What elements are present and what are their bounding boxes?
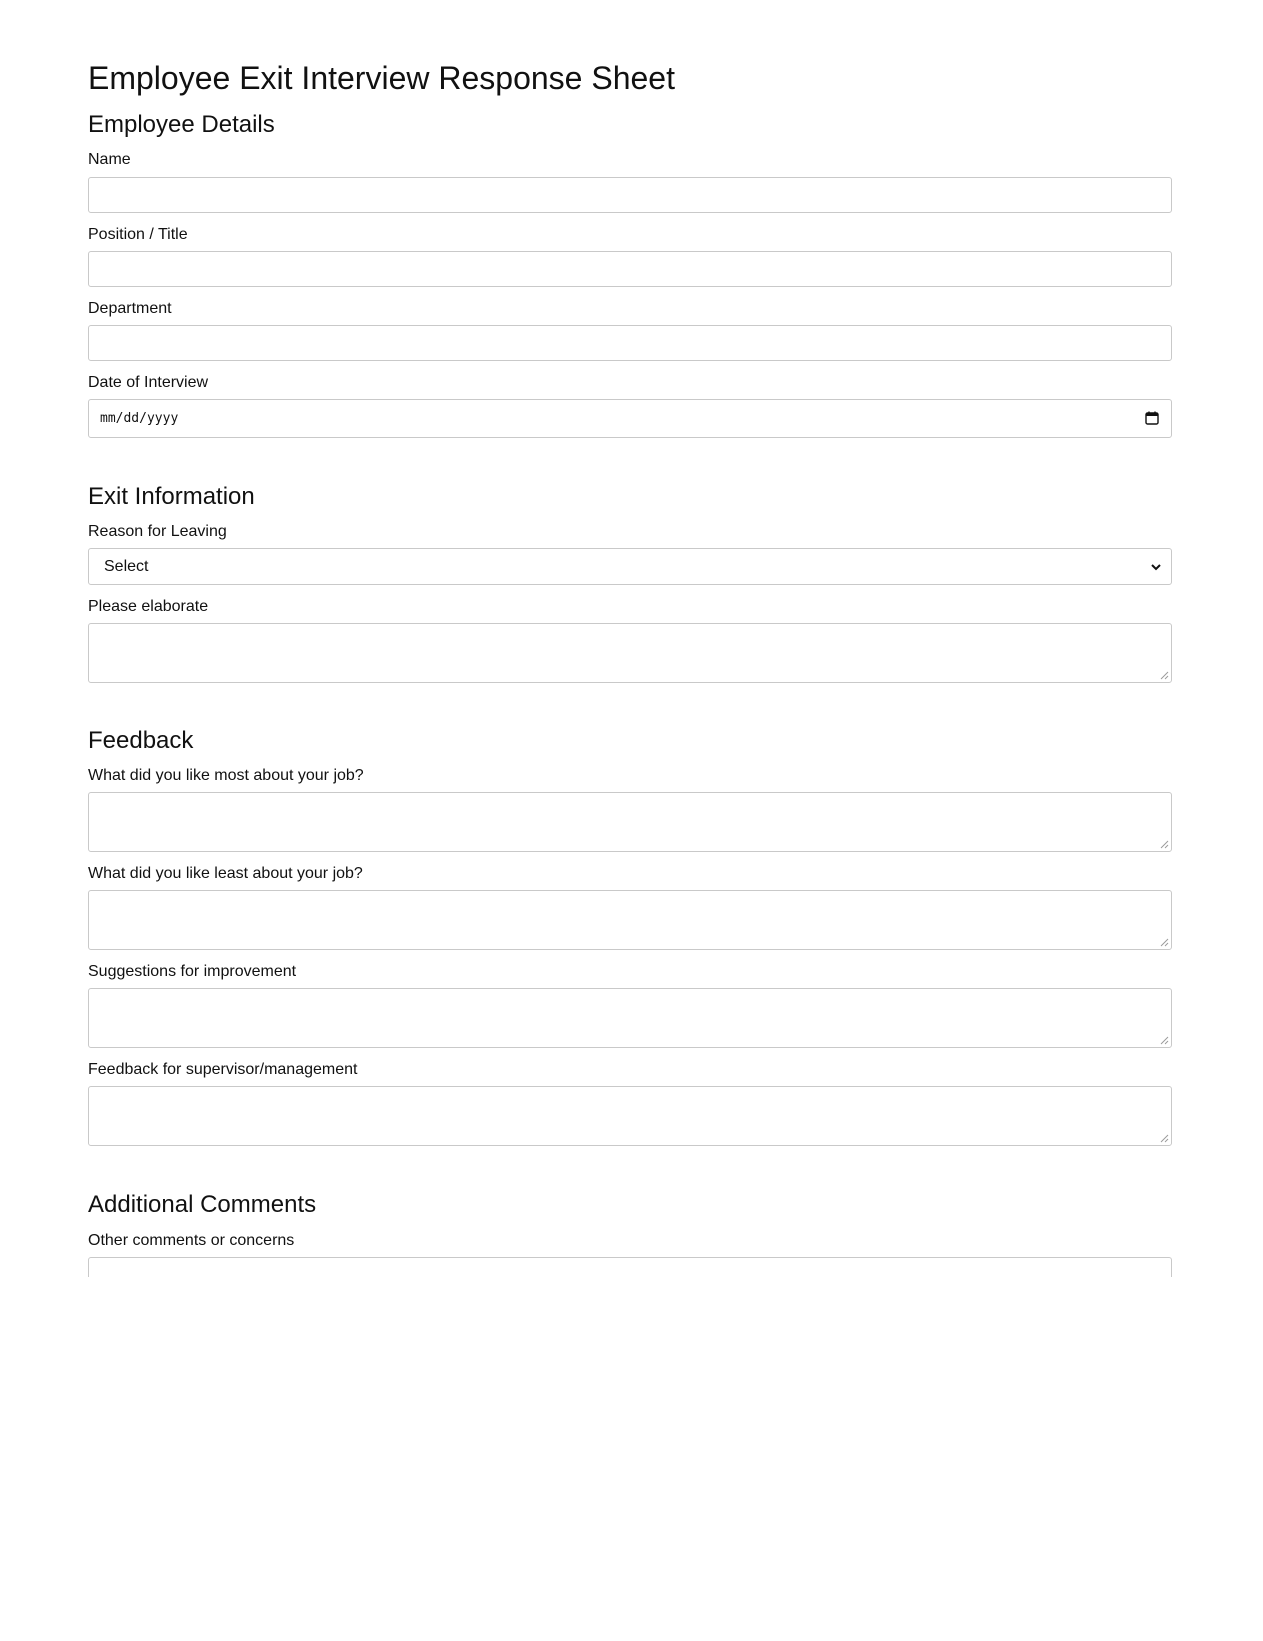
section-heading-additional-comments: Additional Comments (88, 1191, 317, 1218)
resize-grip-icon[interactable] (1160, 938, 1169, 947)
department-label: Department (88, 300, 172, 317)
please-elaborate-label: Please elaborate (88, 598, 209, 615)
suggestions-textarea[interactable] (88, 988, 1172, 1048)
like-most-label: What did you like most about your job? (88, 767, 364, 784)
name-input[interactable] (88, 177, 1172, 213)
resize-grip-icon[interactable] (1160, 1036, 1169, 1045)
section-heading-exit-information: Exit Information (88, 483, 255, 510)
date-placeholder: mm/dd/yyyy (100, 411, 179, 426)
resize-grip-icon[interactable] (1160, 840, 1169, 849)
like-least-label: What did you like least about your job? (88, 865, 363, 882)
section-heading-employee-details: Employee Details (88, 111, 275, 138)
reason-for-leaving-label: Reason for Leaving (88, 523, 227, 540)
name-label: Name (88, 151, 131, 168)
other-comments-textarea[interactable] (88, 1257, 1172, 1277)
chevron-down-icon (1150, 561, 1162, 573)
like-most-textarea[interactable] (88, 792, 1172, 852)
position-title-input[interactable] (88, 251, 1172, 287)
supervisor-feedback-textarea[interactable] (88, 1086, 1172, 1146)
like-least-textarea[interactable] (88, 890, 1172, 950)
date-of-interview-input[interactable] (88, 399, 1172, 438)
calendar-icon[interactable] (1145, 411, 1159, 425)
reason-selected-value: Select (104, 558, 149, 575)
page-title: Employee Exit Interview Response Sheet (88, 60, 675, 96)
reason-for-leaving-select[interactable] (88, 548, 1172, 585)
supervisor-feedback-label: Feedback for supervisor/management (88, 1061, 358, 1078)
department-input[interactable] (88, 325, 1172, 361)
suggestions-label: Suggestions for improvement (88, 963, 297, 980)
resize-grip-icon[interactable] (1160, 1134, 1169, 1143)
position-title-label: Position / Title (88, 226, 188, 243)
resize-grip-icon[interactable] (1160, 671, 1169, 680)
date-of-interview-label: Date of Interview (88, 374, 209, 391)
section-heading-feedback: Feedback (88, 727, 194, 754)
please-elaborate-textarea[interactable] (88, 623, 1172, 683)
other-comments-label: Other comments or concerns (88, 1232, 295, 1249)
